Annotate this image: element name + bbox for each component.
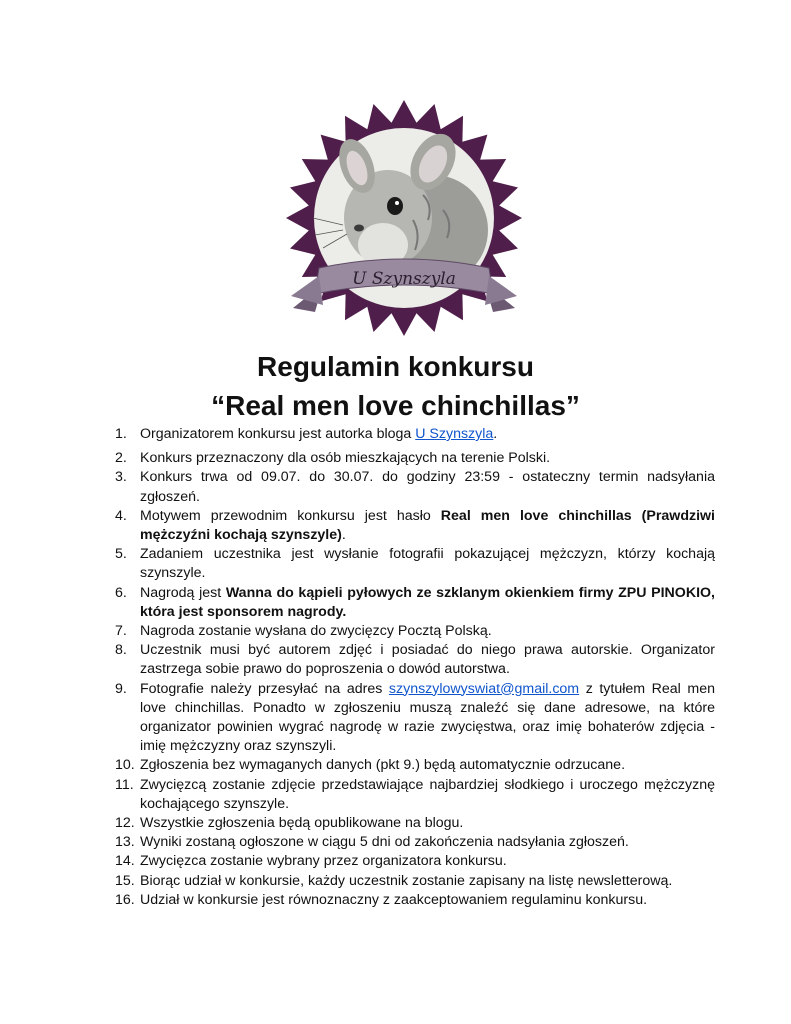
- logo-banner-text: U Szynszyla: [352, 269, 456, 289]
- chinchilla-logo-icon: [283, 100, 525, 340]
- rule-item: 10. Zgłoszenia bez wymaganych danych (pkt 9.) będą automatycznie odrzucane.: [115, 756, 715, 775]
- rule-item: 13. Wyniki zostaną ogłoszone w ciągu 5 dni od zakończenia nadsyłania zgłoszeń.: [115, 833, 715, 852]
- rule-number: 5.: [115, 546, 127, 563]
- rule-item: 15. Biorąc udział w konkursie, każdy uczestnik zostanie zapisany na listę newsletterową.: [115, 872, 715, 891]
- rule-number: 16.: [115, 891, 135, 908]
- rule-item: 1. Organizatorem konkursu jest autorka bloga U Szynszyla.: [115, 425, 715, 444]
- rule-number: 8.: [115, 642, 127, 659]
- page-subtitle: “Real men love chinchillas”: [211, 390, 580, 421]
- rule-item: 14. Zwycięzca zostanie wybrany przez organizatora konkursu.: [115, 852, 715, 871]
- rule-item: 11. Zwycięzcą zostanie zdjęcie przedstawiające najbardziej słodkiego i uroczego mężczyznę kochającego szynszyle.: [115, 776, 715, 812]
- email-link[interactable]: szynszylowyswiat@gmail.com: [388, 680, 580, 697]
- rule-item: 8. Uczestnik musi być autorem zdjęć i posiadać do niego prawa autorskie. Organizator zastrzega sobie prawo do poproszenia o dowód autorstwa.: [115, 642, 715, 678]
- rule-number: 2.: [115, 450, 127, 467]
- rule-number: 11.: [115, 776, 134, 793]
- rule-item: 4. Motywem przewodnim konkursu jest hasło Real men love chinchillas (Prawdziwi mężczyźni kochają szynszyle).: [115, 507, 715, 544]
- rule-item: 12. Wszystkie zgłoszenia będą opublikowane na blogu.: [115, 814, 715, 833]
- rule-number: 14.: [115, 853, 135, 870]
- page-title: Regulamin konkursu: [257, 351, 534, 382]
- rule-number: 9.: [115, 680, 127, 697]
- rule-number: 3.: [115, 469, 127, 486]
- rule-number: 4.: [115, 507, 127, 524]
- rule-item: 9. Fotografie należy przesyłać na adres szynszylowyswiat@gmail.com z tytułem Real men love chinchillas. Ponadto w zgłoszeniu muszą znaleźć się dane adresowe, na które organizator powinien wygrać nagrodę w razie zwycięstwa, oraz imię bohaterów zdjęcia - imię mężczyzny oraz szynszyli.: [115, 680, 716, 755]
- rule-number: 13.: [115, 834, 135, 851]
- rule-item: 16. Udział w konkursie jest równoznaczny z zaakceptowaniem regulaminu konkursu.: [115, 891, 715, 910]
- rule-number: 12.: [115, 815, 135, 832]
- rule-number: 7.: [115, 623, 127, 640]
- rule-item: 7. Nagroda zostanie wysłana do zwycięzcy Pocztą Polską.: [115, 622, 715, 641]
- rule-item: 3. Konkurs trwa od 09.07. do 30.07. do godziny 23:59 - ostateczny termin nadsyłania zgłoszeń.: [115, 469, 715, 505]
- rule-number: 1.: [115, 426, 127, 442]
- blog-link[interactable]: U Szynszyla: [415, 426, 494, 442]
- rule-number: 6.: [115, 584, 127, 601]
- rule-item: 6. Nagrodą jest Wanna do kąpieli pyłowych ze szklanym okienkiem firmy ZPU PINOKIO, która jest sponsorem nagrody.: [115, 584, 715, 620]
- rule-item: 2. Konkurs przeznaczony dla osób mieszkających na terenie Polski.: [115, 449, 715, 468]
- rule-number: 10.: [115, 757, 135, 774]
- rules-list: [115, 425, 715, 910]
- blog-logo: [283, 100, 525, 340]
- rule-item: 5. Zadaniem uczestnika jest wysłanie fotografii pokazującej mężczyzn, którzy kochają szynszyle.: [115, 546, 715, 582]
- rule-number: 15.: [115, 872, 135, 889]
